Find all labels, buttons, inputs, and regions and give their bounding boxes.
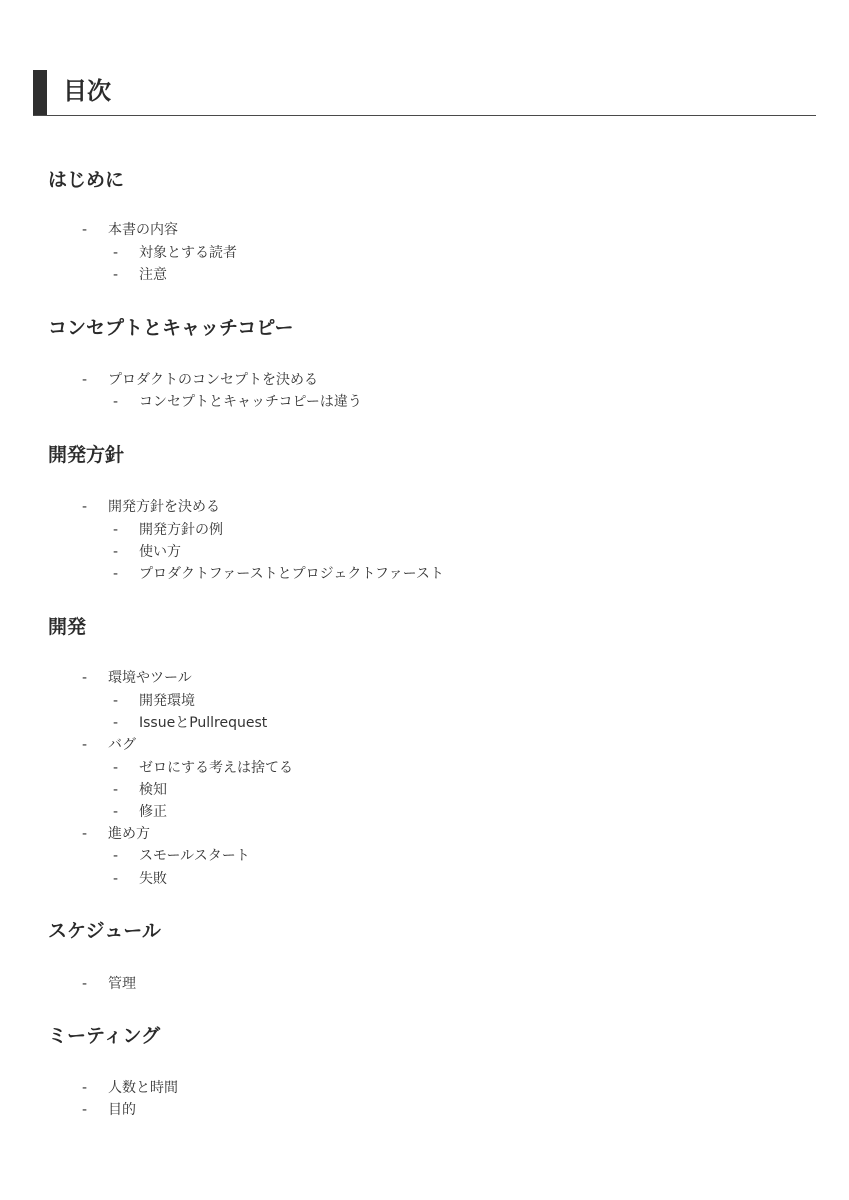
list-subitem-label: コンセプトとキャッチコピーは違う [139, 394, 362, 410]
list-item-label: 人数と時間 [108, 1080, 178, 1096]
section-title-introduction: はじめに [48, 169, 125, 191]
section-title-development: 開発 [48, 616, 87, 638]
list-dash: - [113, 693, 119, 709]
list-dash: - [113, 760, 119, 776]
list-subitem-label: 失敗 [139, 871, 167, 887]
list-item-label: 目的 [108, 1102, 136, 1118]
heading-accent-bar [33, 70, 47, 115]
list-dash: - [82, 737, 88, 753]
list-dash: - [82, 222, 88, 238]
list-subitem-label: スモールスタート [139, 848, 250, 864]
list-subitem-label: 修正 [139, 804, 167, 820]
list-dash: - [113, 566, 119, 582]
toc-header [33, 68, 816, 116]
list-subitem-label: ゼロにする考えは捨てる [139, 760, 293, 776]
list-subitem-label: プロダクトファーストとプロジェクトファースト [139, 566, 444, 582]
list-dash: - [113, 804, 119, 820]
list-dash: - [113, 782, 119, 798]
section-title-meeting: ミーティング [48, 1025, 161, 1047]
list-item-label: 本書の内容 [108, 222, 178, 238]
list-subitem-label: 注意 [139, 267, 167, 283]
list-dash: - [113, 715, 119, 731]
list-dash: - [113, 522, 119, 538]
list-dash: - [113, 267, 119, 283]
list-dash: - [82, 499, 88, 515]
list-subitem-label: 開発環境 [139, 693, 195, 709]
list-subitem-label: 検知 [139, 782, 167, 798]
section-title-concept: コンセプトとキャッチコピー [48, 317, 294, 339]
list-dash: - [82, 372, 88, 388]
list-item-label: バグ [108, 737, 136, 753]
list-dash: - [113, 544, 119, 560]
list-dash: - [113, 871, 119, 887]
list-dash: - [113, 394, 119, 410]
list-item-label: 進め方 [108, 826, 150, 842]
list-item-label: 開発方針を決める [108, 499, 220, 515]
section-title-dev-policy: 開発方針 [48, 444, 125, 466]
list-subitem-label: 使い方 [139, 544, 181, 560]
list-dash: - [82, 976, 88, 992]
toc-title: 目次 [63, 77, 111, 105]
list-subitem-label: 開発方針の例 [139, 522, 223, 538]
list-item-label: 管理 [108, 976, 136, 992]
section-title-schedule: スケジュール [48, 920, 161, 942]
list-dash: - [113, 848, 119, 864]
list-dash: - [82, 1080, 88, 1096]
list-dash: - [82, 1102, 88, 1118]
list-dash: - [113, 245, 119, 261]
list-item-label: プロダクトのコンセプトを決める [108, 372, 318, 388]
list-subitem-label: IssueとPullrequest [139, 715, 268, 731]
list-dash: - [82, 826, 88, 842]
list-subitem-label: 対象とする読者 [139, 245, 237, 261]
list-dash: - [82, 670, 88, 686]
list-item-label: 環境やツール [108, 670, 192, 686]
